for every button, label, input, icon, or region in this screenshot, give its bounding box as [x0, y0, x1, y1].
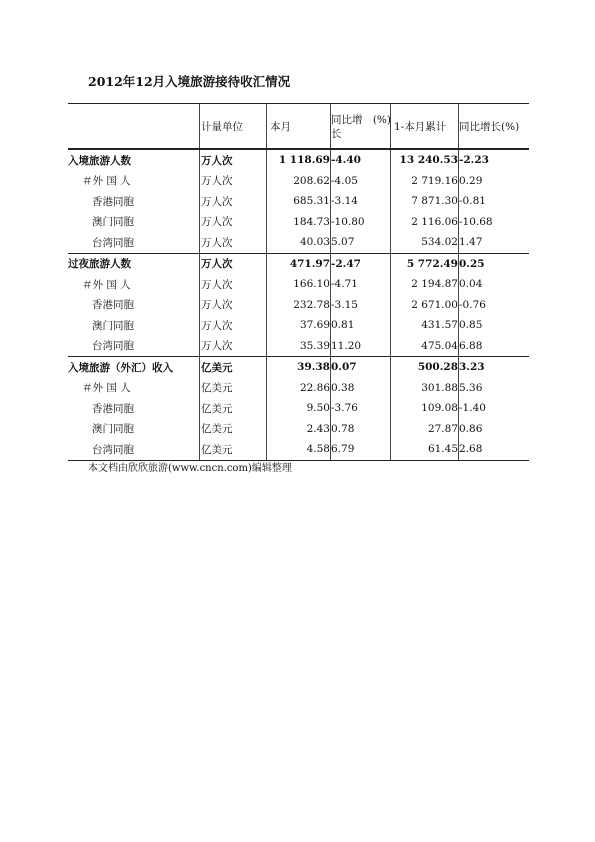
row-month-value: 40.03	[299, 236, 330, 249]
row-month-value: 22.86	[299, 381, 330, 394]
row-month-growth: -3.76	[331, 402, 358, 415]
row-label: 澳门同胞	[92, 319, 134, 332]
row-cumulative-value: 7 871.30	[411, 195, 458, 208]
row-unit: 亿美元	[201, 423, 233, 436]
row-month-growth: 0.07	[331, 361, 357, 374]
row-month-value: 166.10	[293, 278, 330, 291]
row-cumulative-value: 27.87	[427, 422, 458, 435]
row-label: ＃外 国 人	[82, 382, 131, 395]
table-row	[68, 398, 529, 419]
table-row	[68, 439, 529, 460]
row-cumulative-value: 431.57	[421, 319, 458, 332]
header-growth-line1: 同比增长	[331, 114, 363, 140]
row-unit: 亿美元	[201, 382, 233, 395]
row-label: 香港同胞	[92, 299, 134, 312]
row-month-growth: -3.15	[331, 298, 358, 311]
row-label: 香港同胞	[92, 195, 134, 208]
table-row	[68, 191, 529, 212]
table-row	[68, 274, 529, 295]
row-cumulative-growth: -0.76	[459, 298, 486, 311]
row-cumulative-growth: 0.25	[459, 257, 485, 270]
row-unit: 万人次	[201, 340, 233, 353]
row-month-value: 232.78	[293, 298, 330, 311]
header-growth-line2: (%)	[372, 114, 391, 126]
row-month-value: 37.69	[299, 319, 330, 332]
row-month-growth: -10.80	[331, 215, 365, 228]
table-row	[68, 253, 529, 275]
row-month-growth: 0.81	[331, 319, 355, 332]
row-unit: 万人次	[201, 175, 233, 188]
row-unit: 亿美元	[201, 402, 233, 415]
table-row	[68, 378, 529, 399]
row-month-growth: 11.20	[331, 339, 362, 352]
row-month-growth: 6.79	[331, 443, 355, 456]
page-title: 2012年12月入境旅游接待收汇情况	[88, 74, 291, 89]
row-cumulative-growth: 0.29	[459, 174, 483, 187]
table-row	[68, 212, 529, 233]
table-row	[68, 356, 529, 378]
row-cumulative-growth: 0.04	[459, 278, 483, 291]
row-month-value: 208.62	[293, 174, 330, 187]
row-month-value: 184.73	[293, 215, 330, 228]
row-month-value: 4.58	[306, 443, 330, 456]
row-cumulative-growth: -2.23	[459, 154, 489, 167]
row-month-growth: -4.40	[331, 154, 361, 167]
row-month-value: 685.31	[293, 195, 330, 208]
row-cumulative-growth: 0.85	[459, 319, 483, 332]
header-cumulative: 1-本月累计	[394, 120, 447, 133]
table-row	[68, 336, 529, 357]
row-cumulative-value: 534.02	[421, 236, 458, 249]
row-cumulative-value: 301.88	[421, 381, 458, 394]
row-cumulative-growth: -1.40	[459, 402, 486, 415]
row-cumulative-growth: 3.23	[459, 361, 485, 374]
row-unit: 万人次	[201, 154, 233, 167]
header-unit: 计量单位	[201, 120, 243, 133]
row-month-growth: -4.05	[331, 174, 358, 187]
row-unit: 万人次	[201, 195, 233, 208]
row-unit: 万人次	[201, 278, 233, 291]
row-month-growth: 0.38	[331, 381, 355, 394]
table-row	[68, 315, 529, 336]
row-month-growth: -2.47	[331, 257, 361, 270]
row-label: 台湾同胞	[92, 443, 134, 456]
row-label: 澳门同胞	[92, 216, 134, 229]
row-cumulative-growth: 6.88	[459, 339, 483, 352]
table-row	[68, 295, 529, 316]
row-cumulative-growth: -10.68	[459, 215, 493, 228]
row-label: 台湾同胞	[92, 340, 134, 353]
row-label: ＃外 国 人	[82, 175, 131, 188]
statistics-table	[68, 103, 529, 461]
row-unit: 万人次	[201, 319, 233, 332]
footer-note: 本文档由欣欣旅游(www.cncn.com)编辑整理	[88, 463, 292, 474]
row-label: 台湾同胞	[92, 236, 134, 249]
row-unit: 万人次	[201, 216, 233, 229]
row-label: ＃外 国 人	[82, 278, 131, 291]
row-cumulative-value: 5 772.49	[406, 257, 458, 270]
row-cumulative-growth: 5.36	[459, 381, 483, 394]
row-month-growth: 0.78	[331, 422, 355, 435]
row-cumulative-value: 61.45	[427, 443, 458, 456]
row-cumulative-value: 2 194.87	[411, 278, 458, 291]
row-cumulative-value: 109.08	[421, 402, 458, 415]
row-unit: 亿美元	[201, 361, 233, 374]
row-label: 入境旅游人数	[68, 154, 131, 167]
row-cumulative-value: 13 240.53	[399, 154, 458, 167]
row-cumulative-value: 2 671.00	[411, 298, 458, 311]
table-row	[68, 419, 529, 440]
row-month-value: 471.97	[289, 257, 330, 270]
row-unit: 万人次	[201, 258, 233, 271]
row-month-value: 1 118.69	[278, 154, 330, 167]
row-cumulative-growth: 1.47	[459, 236, 483, 249]
row-label: 澳门同胞	[92, 423, 134, 436]
table-row	[68, 149, 529, 171]
row-cumulative-growth: -0.81	[459, 195, 486, 208]
table-row	[68, 232, 529, 253]
row-cumulative-growth: 2.68	[459, 443, 483, 456]
header-month: 本月	[270, 120, 291, 133]
row-unit: 亿美元	[201, 443, 233, 456]
row-cumulative-value: 475.04	[421, 339, 458, 352]
header-label-blank	[68, 104, 198, 148]
row-label: 香港同胞	[92, 402, 134, 415]
row-label: 过夜旅游人数	[68, 258, 131, 271]
header-cumulative-growth: 同比增长(%)	[459, 120, 520, 133]
row-cumulative-growth: 0.86	[459, 422, 483, 435]
row-month-value: 2.43	[306, 422, 330, 435]
row-month-growth: 5.07	[331, 236, 355, 249]
row-unit: 万人次	[201, 236, 233, 249]
table-body	[68, 149, 529, 460]
row-month-value: 39.38	[297, 361, 330, 374]
row-month-growth: -3.14	[331, 195, 358, 208]
row-cumulative-value: 2 719.16	[411, 174, 458, 187]
row-cumulative-value: 500.28	[417, 361, 458, 374]
row-cumulative-value: 2 116.06	[411, 215, 458, 228]
row-unit: 万人次	[201, 299, 233, 312]
row-month-growth: -4.71	[331, 278, 358, 291]
row-month-value: 9.50	[306, 402, 330, 415]
table-row	[68, 171, 529, 192]
table-header	[68, 104, 529, 149]
row-month-value: 35.39	[299, 339, 330, 352]
row-label: 入境旅游（外汇）收入	[68, 361, 173, 374]
